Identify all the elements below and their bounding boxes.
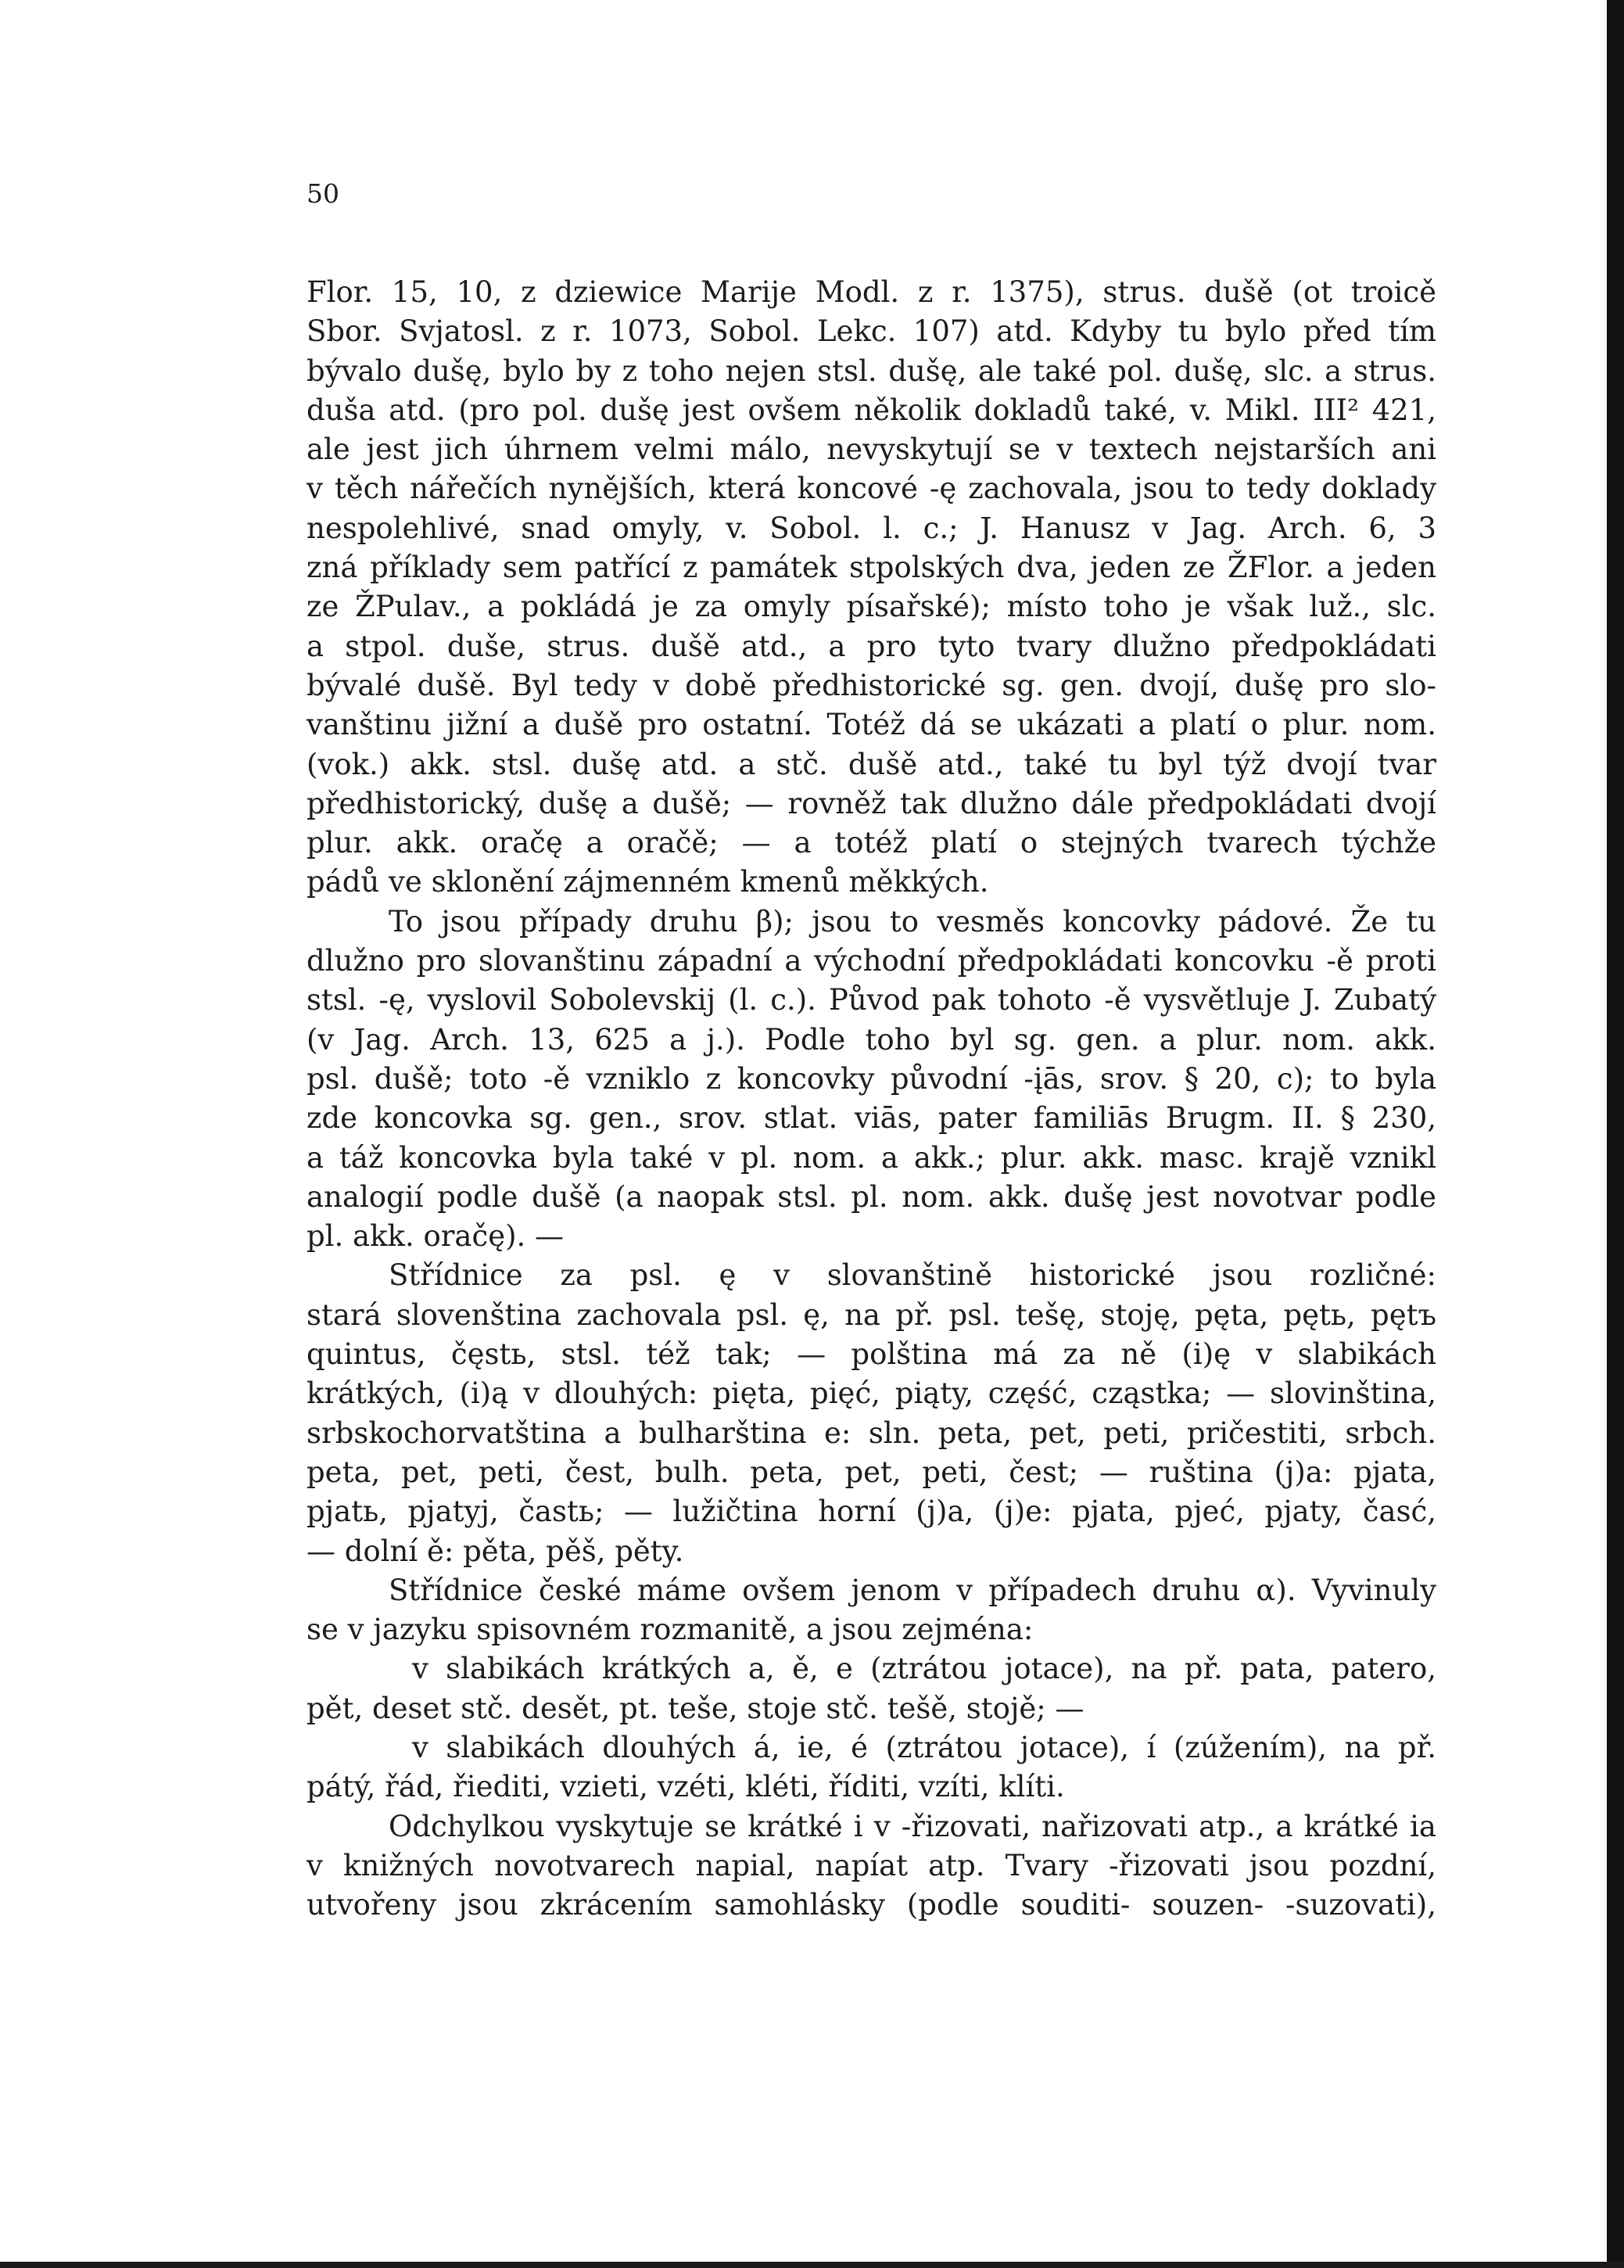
text-line: dlužno pro slovanštinu západní a východní předpokládati koncovku -ě proti [307,944,1436,978]
text-line: (v Jag. Arch. 13, 625 a j.). Podle toho byl sg. gen. a plur. nom. akk. [307,1022,1436,1057]
text-line: pádů ve sklonění zájmenném kmenů měkkých. [307,865,989,899]
paragraph-3 [307,1256,1436,1570]
text-line: Střídnice české máme ovšem jenom v případech druhu α). Vyvinuly [389,1573,1436,1607]
paragraph-1 [307,273,1436,903]
text-line: (vok.) akk. stsl. dušę atd. a stč. dušě atd., také tu byl týž dvojí tvar [307,747,1436,781]
paragraph-5 [307,1649,1436,1728]
text-line: v těch nářečích nynějších, která koncové -ę zachovala, jsou to tedy doklady [307,472,1436,506]
text-line: v slabikách krátkých a, ě, e (ztrátou jotace), na př. pata, patero, [412,1652,1436,1686]
text-line: — dolní ě: pěta, pěš, pěty. [307,1534,684,1568]
text-line: Odchylkou vyskytuje se krátké i v -řizovati, nařizovati atp., a krátké ia [389,1809,1436,1843]
text-line: pjatь, pjatyj, častь; — lužičtina horní (j)a, (j)e: pjata, pjeć, pjaty, časć, [307,1495,1436,1529]
text-line: zná příklady sem patřící z památek stpolských dva, jeden ze ŽFlor. a jeden [307,551,1436,585]
page-number: 50 [307,178,339,209]
text-line: Střídnice za psl. ę v slovanštině historické jsou rozličné: [389,1258,1436,1293]
paragraph-6 [307,1728,1436,1807]
text-line: duša atd. (pro pol. dušę jest ovšem několik dokladů také, v. Mikl. III² 421, [307,393,1436,427]
text-line: bývalo dušę, bylo by z toho nejen stsl. dušę, ale také pol. dušę, slc. a strus. [307,353,1436,388]
text-line: v slabikách dlouhých á, ie, é (ztrátou jotace), í (zúžením), na př. [412,1730,1436,1764]
text-line: pátý, řád, řiediti, vzieti, vzéti, kléti, říditi, vzíti, klíti. [307,1770,1065,1804]
text-line: ze ŽPulav., a pokládá je za omyly písařské); místo toho je však luž., slc. [307,590,1436,624]
text-line: pl. akk. oračę). — [307,1219,565,1254]
text-line: stará slovenština zachovala psl. ę, na př. psl. tešę, stoję, pęta, pętь, pętъ [307,1297,1436,1332]
text-line: nespolehlivé, snad omyly, v. Sobol. l. c.; J. Hanusz v Jag. Arch. 6, 3 [307,511,1436,545]
text-line: vanštinu jižní a dušě pro ostatní. Totéž dá se ukázati a platí o plur. nom. [307,708,1436,742]
paragraph-2 [307,903,1436,1257]
text-line: pět, deset stč. desět, pt. teše, stoje stč. tešě, stojě; — [307,1691,1084,1725]
text-line: To jsou případy druhu β); jsou to vesměs koncovky pádové. Že tu [389,904,1436,938]
paragraph-7 [307,1807,1436,1925]
text-line: quintus, čęstь, stsl. též tak; — polština má za ně (i)ę v slabikách [307,1337,1436,1372]
text-line: ale jest jich úhrnem velmi málo, nevyskytují se v textech nejstarších ani [307,432,1436,467]
text-line: Sbor. Svjatosl. z r. 1073, Sobol. Lekc. 107) atd. Kdyby tu bylo před tím [307,314,1436,349]
text-line: stsl. -ę, vyslovil Sobolevskij (l. c.). Původ pak tohoto -ě vysvětluje J. Zubatý [307,983,1436,1017]
text-line: analogií podle dušě (a naopak stsl. pl. nom. akk. dušę jest novotvar podle [307,1179,1436,1214]
text-line: srbskochorvatština a bulharština e: sln. peta, pet, peti, pričestiti, srbch. [307,1416,1436,1450]
scan-frame-bottom-edge [0,2262,1624,2268]
body-text [307,273,1436,1925]
paragraph-4 [307,1571,1436,1650]
text-line: a táž koncovka byla také v pl. nom. a akk.; plur. akk. masc. krajě vznikl [307,1140,1436,1175]
text-line: bývalé dušě. Byl tedy v době předhistorické sg. gen. dvojí, dušę pro slo- [307,668,1436,702]
scan-frame-edge [1607,0,1624,2268]
text-line: peta, pet, peti, čest, bulh. peta, pet, peti, čest; — ruština (j)a: pjata, [307,1455,1436,1489]
text-line: psl. dušě; toto -ě vzniklo z koncovky původní -įās, srov. § 20, c); to byla [307,1061,1436,1096]
text-line: a stpol. duše, strus. dušě atd., a pro tyto tvary dlužno předpokládati [307,629,1436,663]
text-line: zde koncovka sg. gen., srov. stlat. viās, pater familiās Brugm. II. § 230, [307,1101,1436,1136]
book-page [307,178,1436,1925]
text-line: krátkých, (i)ą v dlouhých: pięta, pięć, piąty, część, cząstka; — slovinština, [307,1376,1436,1411]
text-line: předhistorický, dušę a dušě; — rovněž tak dlužno dále předpokládati dvojí [307,786,1436,820]
text-line: se v jazyku spisovném rozmanitě, a jsou zejména: [307,1613,1034,1647]
text-line: utvořeny jsou zkrácením samohlásky (podle souditi- souzen- -suzovati), [307,1888,1436,1922]
text-line: Flor. 15, 10, z dziewice Marije Modl. z r. 1375), strus. dušě (ot troicě [307,275,1436,309]
text-line: v knižných novotvarech napial, napíat atp. Tvary -řizovati jsou pozdní, [307,1848,1436,1882]
text-line: plur. akk. oračę a oračě; — a totéž platí o stejných tvarech týchže [307,826,1436,860]
